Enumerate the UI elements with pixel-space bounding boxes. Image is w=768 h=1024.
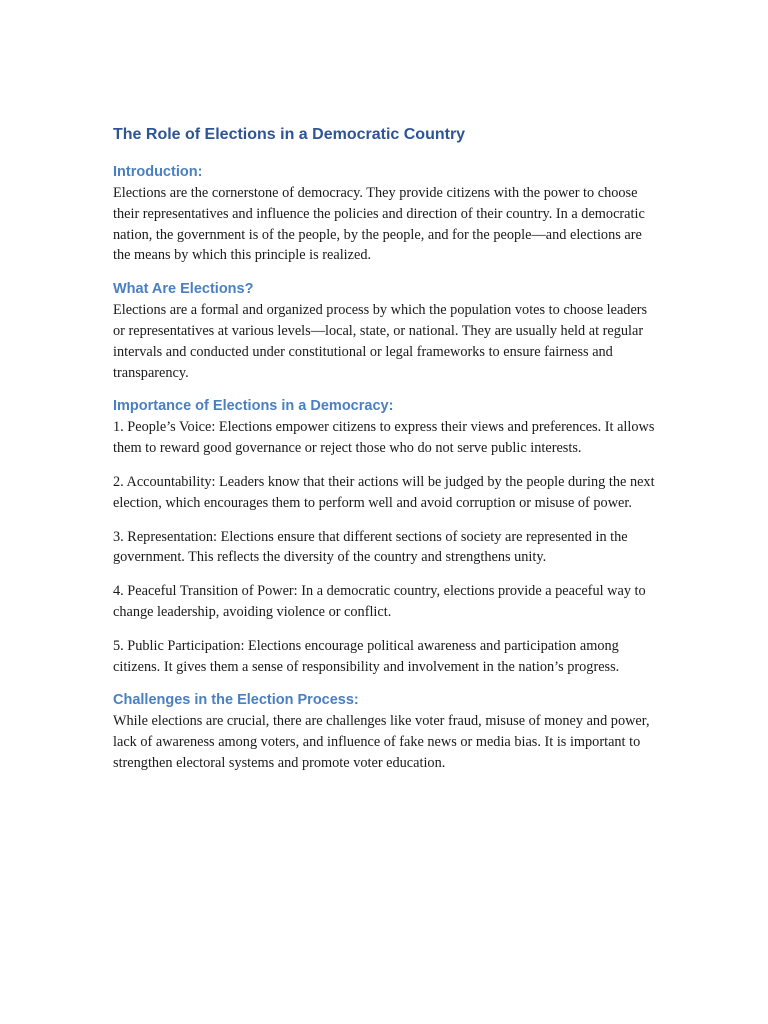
paragraph-introduction: Elections are the cornerstone of democracy. They provide citizens with the power to choose their representatives and influence the policies and direction of their country. In a democratic nation, the government is of the people, by the people, and for the people—and elections are the means by which this principle is realized. [113,185,645,264]
section-heading-importance: Importance of Elections in a Democracy: [113,398,394,415]
paragraph-representation: 3. Representation: Elections ensure that different sections of society are represented in the government. This reflects the diversity of the country and strengthens unity. [113,528,628,566]
paragraph-accountability: 2. Accountability: Leaders know that their actions will be judged by the people during the next election, which encourages them to perform well and avoid corruption or misuse of power. [113,473,655,511]
paragraph-challenges: While elections are crucial, there are challenges like voter fraud, misuse of money and power, lack of awareness among voters, and influence of fake news or media bias. It is important to strengthen electoral systems and promote voter education. [113,713,650,771]
document-page [113,123,661,787]
section-heading-what-are-elections: What Are Elections? [113,281,254,298]
document-title: The Role of Elections in a Democratic Country [113,126,466,143]
paragraph-what-are-elections: Elections are a formal and organized process by which the population votes to choose leaders or representatives at various levels—local, state, or national. They are usually held at regular intervals and conducted under constitutional or legal frameworks to ensure fairness and transparency. [113,302,648,381]
section-heading-challenges: Challenges in the Election Process: [113,692,359,709]
paragraph-peaceful-transition: 4. Peaceful Transition of Power: In a democratic country, elections provide a peaceful way to change leadership, avoiding violence or conflict. [113,583,646,620]
paragraph-peoples-voice: 1. People’s Voice: Elections empower citizens to express their views and preferences. It allows them to reward good governance or reject those who do not serve public interests. [113,419,655,457]
paragraph-public-participation: 5. Public Participation: Elections encourage political awareness and participation among citizens. It gives them a sense of responsibility and involvement in the nation’s progress. [113,637,620,675]
section-heading-introduction: Introduction: [113,164,203,180]
